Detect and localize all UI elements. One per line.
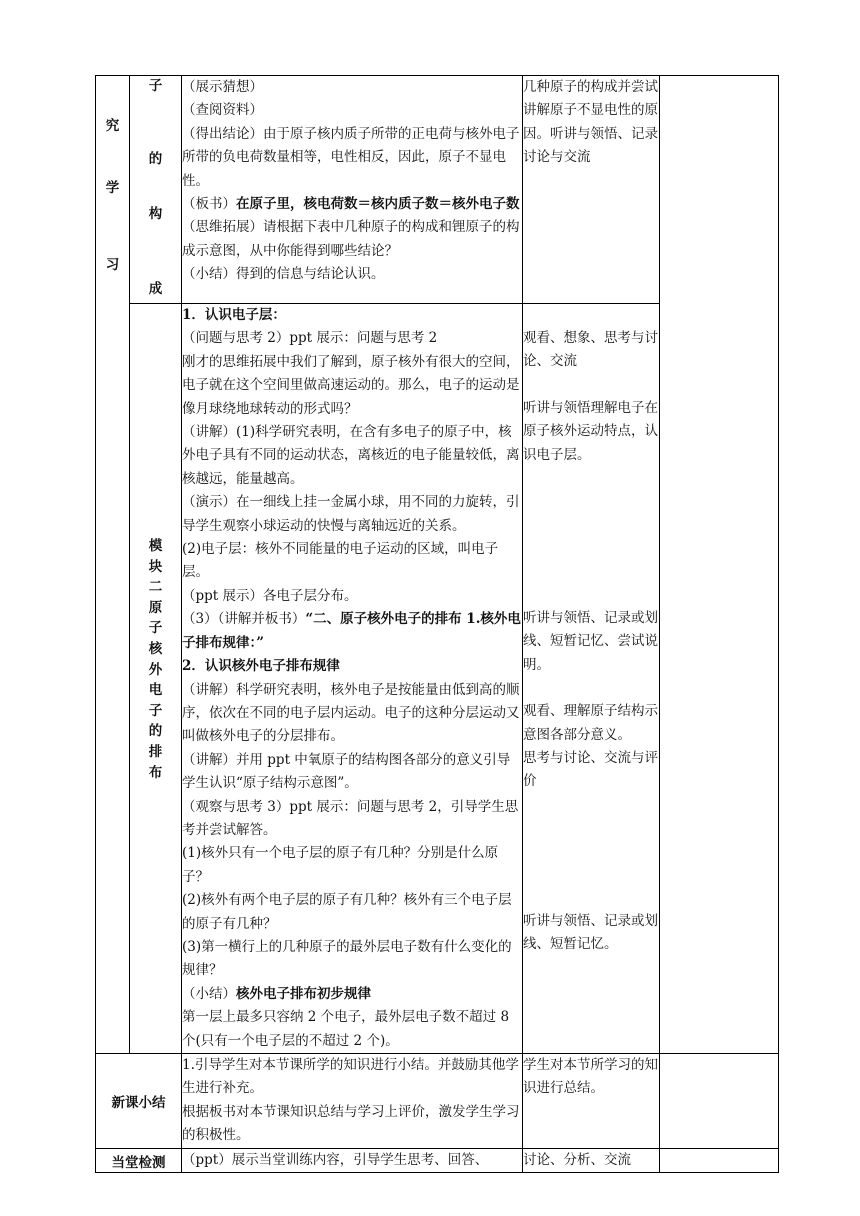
text-line: （ppt）展示当堂训练内容，引导学生思考、回答、 <box>182 1152 489 1168</box>
text-line <box>182 983 522 1006</box>
check-notes <box>660 1149 779 1173</box>
char-jiu: 究 <box>105 118 120 134</box>
text-line: （讲解）(1)科学研究表明，在含有多电子的原子中，核外电子具有不同的运动状态，离核近的电子能量较低，离核越远，能量越高。 <box>182 424 520 487</box>
text-line: （演示）在一细线上挂一金属小球，用不同的力旋转，引导学生观察小球运动的快慢与离轴远近的关系。 <box>182 494 520 534</box>
activity-text: 思考与讨论、交流与评价 <box>523 750 658 790</box>
label-board: （板书） <box>182 196 236 213</box>
check-content <box>182 1149 523 1173</box>
text-line: （得出结论）由于原子核内质子所带的正电荷与核外电子所带的负电荷数量相等，电性相反，因此，原子不显电性。 <box>182 125 520 189</box>
board-formula: 在原子里，核电荷数＝核内质子数＝核外电子数 <box>236 196 520 213</box>
section2-title <box>130 304 182 1054</box>
section2-title-char: 外 <box>148 661 163 678</box>
text-line <box>182 193 522 216</box>
text-line: （ppt 展示）各电子层分布。 <box>182 587 358 604</box>
text-line: 第一层上最多只容纳 2 个电子，最外层电子数不超过 8 个(只有一个电子层的不超过 2 个)。 <box>182 1009 510 1049</box>
section1-activities <box>523 76 660 304</box>
section2-title-char: 块 <box>148 558 163 575</box>
text-line: 刚才的思维拓展中我们了解到，原子核外有很大的空间，电子就在这个空间里做高速运动的。那么，电子的运动是像月球绕地球转动的形式吗？ <box>182 353 520 417</box>
char-xi: 习 <box>105 257 120 273</box>
activity-text: 听讲与领悟、记录或划线、短暂记忆、尝试说明。 <box>523 610 658 673</box>
section2-title-char: 子 <box>148 620 163 637</box>
section2-title-char: 核 <box>148 640 163 657</box>
activity-text: 学生对本节所学习的知识进行总结。 <box>523 1057 658 1097</box>
text-line: （思维拓展）请根据下表中几种原子的构成和锂原子的构成示意图，从中你能得到哪些结论？ <box>182 219 520 259</box>
text-line: 根据板书对本节课知识总结与学习上评价，激发学生学习的积极性。 <box>182 1103 520 1144</box>
summary-activities <box>523 1054 660 1149</box>
activity-text: 听讲与领悟理解电子在原子核外运动特点，认识电子层。 <box>523 399 658 463</box>
section2-title-char: 模 <box>148 538 163 554</box>
summary-label: 新课小结 <box>96 1054 182 1149</box>
text-line: (1)核外只有一个电子层的原子有几种？分别是什么原子？ <box>182 845 499 885</box>
section1-content <box>182 76 523 304</box>
text-line: 1.引导学生对本节课所学的知识进行小结。并鼓励其他学生进行补充。 <box>182 1057 519 1097</box>
section2-title-char: 布 <box>148 764 163 781</box>
row-atom-structure <box>96 76 779 304</box>
summary-notes <box>660 1054 779 1149</box>
board-heading: “二、原子核外电子的排布 1.核外电子排布规律：” <box>182 611 521 651</box>
text-line: （讲解）科学研究表明，核外电子是按能量由低到高的顺序，依次在不同的电子层内运动。电子的这种分层运动又叫做核外电子的分层排布。 <box>182 681 520 745</box>
row-summary <box>96 1054 779 1149</box>
section1-title-char: 的 <box>148 151 163 167</box>
summary-content <box>182 1054 523 1149</box>
text-line: （查阅资料） <box>182 102 263 119</box>
text-line: (3)第一横行上的几种原子的最外层电子数有什么变化的规律？ <box>182 938 512 979</box>
section1-title-char: 成 <box>148 281 163 297</box>
text-line: （观察与思考 3）ppt 展示：问题与思考 2，引导学生思考并尝试解答。 <box>182 798 519 838</box>
row-check <box>96 1149 779 1173</box>
section2-title-char: 电 <box>148 682 163 699</box>
text-line: 2．认识核外电子排布规律 <box>182 658 340 675</box>
activity-text: 几种原子的构成并尝试讲解原子不显电性的原因。听讲与领悟、记录讨论与交流 <box>523 79 658 166</box>
section2-title-char: 子 <box>148 702 163 719</box>
summary-heading: 核外电子排布初步规律 <box>236 985 371 1002</box>
label-explain-board: （3）（讲解并板书） <box>182 611 306 628</box>
text-line: (2)核外有两个电子层的原子有几种？核外有三个电子层的原子有几种？ <box>182 892 512 932</box>
check-label: 当堂检测 <box>96 1149 182 1173</box>
lesson-plan-table <box>95 75 779 1173</box>
activity-text: 讨论、分析、交流 <box>523 1152 631 1168</box>
section2-title-char: 的 <box>148 723 163 740</box>
section1-title-char: 构 <box>148 206 163 222</box>
section2-title-char: 原 <box>148 599 163 616</box>
section2-title-char: 二 <box>148 579 163 596</box>
activity-text: 观看、想象、思考与讨论、交流 <box>523 330 658 370</box>
section1-notes <box>660 76 779 1054</box>
section1-title <box>130 76 182 304</box>
char-xue: 学 <box>105 180 120 196</box>
section2-title-char: 排 <box>148 743 163 760</box>
text-line: （展示猜想） <box>182 79 263 95</box>
text-line: （问题与思考 2）ppt 展示：问题与思考 2 <box>182 330 438 347</box>
section1-title-char: 子 <box>148 78 163 94</box>
section2-content <box>182 304 523 1054</box>
text-line: （讲解）并用 ppt 中氧原子的结构图各部分的意义引导学生认识“原子结构示意图”。 <box>182 751 511 792</box>
activity-text: 观看、理解原子结构示意图各部分意义。 <box>523 703 658 743</box>
section2-activities <box>523 304 660 1054</box>
text-line: 1．认识电子层： <box>182 307 286 323</box>
text-line <box>182 608 522 655</box>
label-summary: （小结） <box>182 985 236 1002</box>
text-line: (2)电子层：核外不同能量的电子运动的区域，叫电子层。 <box>182 541 499 581</box>
column-inquiry-learning <box>96 76 130 1054</box>
check-activities <box>523 1149 660 1173</box>
text-line: （小结）得到的信息与结论认识。 <box>182 266 385 283</box>
activity-text: 听讲与领悟、记录或划线、短暂记忆。 <box>523 912 658 953</box>
